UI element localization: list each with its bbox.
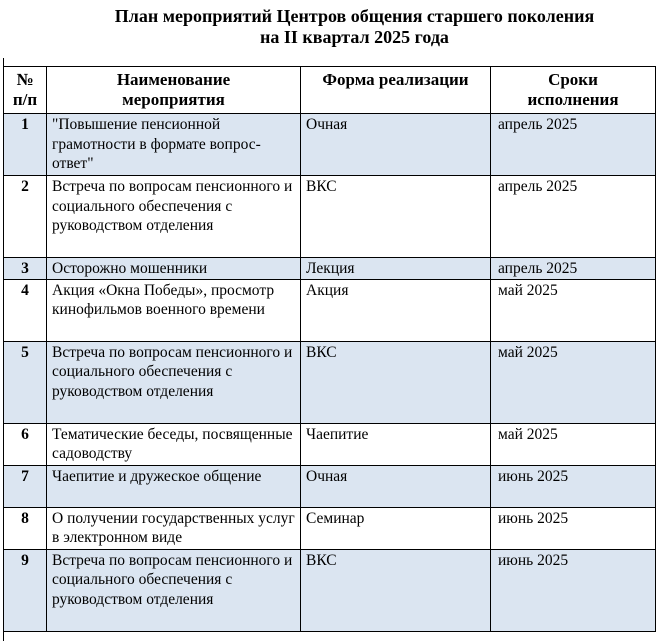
row-date: май 2025 [491, 279, 656, 341]
header-num-line2: п/п [12, 90, 38, 109]
row-num: 9 [4, 549, 47, 631]
row-date: июнь 2025 [491, 465, 656, 507]
row-name: Тематические беседы, посвященные садоводству [47, 423, 301, 465]
row-form: Чаепитие [301, 423, 491, 465]
row-form: Очная [301, 465, 491, 507]
row-name: Чаепитие и дружеское общение [47, 465, 301, 507]
table-row [4, 114, 656, 176]
events-table [3, 66, 656, 632]
header-name-line2: мероприятия [122, 90, 225, 109]
row-num: 3 [4, 258, 47, 280]
row-name: Встреча по вопросам пенсионного и социального обеспечения с руководством отделения [47, 176, 301, 258]
row-num: 2 [4, 176, 47, 258]
row-date: апрель 2025 [491, 114, 656, 176]
table-row [4, 279, 656, 341]
header-dates-line2: исполнения [527, 90, 619, 109]
row-num: 7 [4, 465, 47, 507]
row-form: ВКС [301, 341, 491, 423]
row-num: 4 [4, 279, 47, 341]
row-date: апрель 2025 [491, 176, 656, 258]
row-name: Осторожно мошенники [47, 258, 301, 280]
table-row [4, 176, 656, 258]
header-form [301, 67, 491, 114]
header-dates-line1: Сроки [548, 70, 598, 89]
row-num: 6 [4, 423, 47, 465]
row-name: Встреча по вопросам пенсионного и социального обеспечения с руководством отделения [47, 341, 301, 423]
table-header-row [4, 67, 656, 114]
row-name: Встреча по вопросам пенсионного и социального обеспечения с руководством отделения [47, 549, 301, 631]
row-form: Акция [301, 279, 491, 341]
row-date: июнь 2025 [491, 549, 656, 631]
header-num-line1: № [16, 70, 34, 89]
table-row [4, 423, 656, 465]
row-num: 5 [4, 341, 47, 423]
document-title [0, 6, 659, 48]
row-date: май 2025 [491, 423, 656, 465]
row-form: Лекция [301, 258, 491, 280]
header-name [47, 67, 301, 114]
row-num: 1 [4, 114, 47, 176]
row-form: Семинар [301, 507, 491, 549]
row-num: 8 [4, 507, 47, 549]
row-date: июнь 2025 [491, 507, 656, 549]
title-line-2: на II квартал 2025 года [260, 27, 449, 47]
row-date: апрель 2025 [491, 258, 656, 280]
row-form: ВКС [301, 549, 491, 631]
header-num [4, 67, 47, 114]
title-line-1: План мероприятий Центров общения старшего поколения [114, 6, 595, 26]
table-row [4, 258, 656, 280]
row-date: май 2025 [491, 341, 656, 423]
table-row [4, 465, 656, 507]
table-row [4, 549, 656, 631]
row-name: "Повышение пенсионной грамотности в формате вопрос-ответ" [47, 114, 301, 176]
table-row [4, 507, 656, 549]
header-form-text: Форма реализации [322, 70, 469, 89]
row-form: Очная [301, 114, 491, 176]
header-name-line1: Наименование [116, 70, 231, 89]
table-row [4, 341, 656, 423]
row-name: О получении государственных услуг в электронном виде [47, 507, 301, 549]
header-dates [491, 67, 656, 114]
row-form: ВКС [301, 176, 491, 258]
row-name: Акция «Окна Победы», просмотр кинофильмов военного времени [47, 279, 301, 341]
